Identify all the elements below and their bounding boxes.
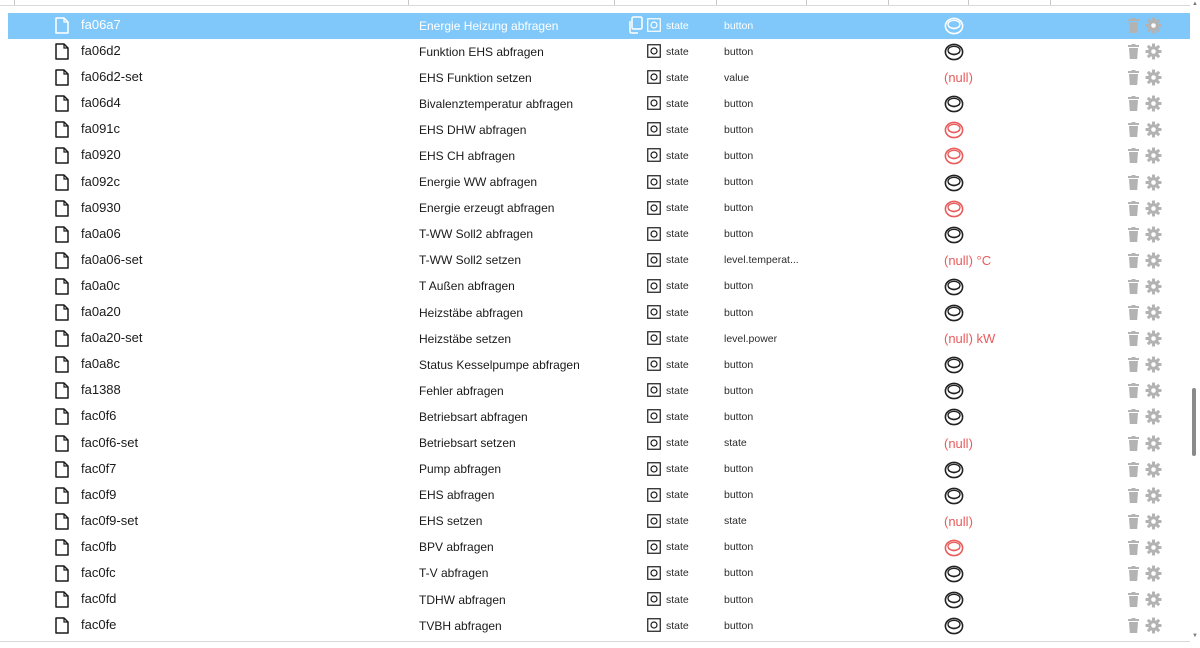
trash-icon[interactable] bbox=[1128, 618, 1139, 633]
trash-icon[interactable] bbox=[1128, 122, 1139, 137]
table-row[interactable] bbox=[8, 509, 1190, 535]
document-icon bbox=[55, 461, 69, 478]
object-role: button bbox=[724, 123, 754, 136]
gear-icon[interactable] bbox=[1145, 330, 1162, 347]
object-type: state bbox=[666, 541, 689, 554]
state-icon bbox=[647, 279, 661, 293]
trash-icon[interactable] bbox=[1128, 436, 1139, 451]
table-row[interactable] bbox=[8, 300, 1190, 326]
table-row[interactable] bbox=[8, 196, 1190, 222]
table-header-edge bbox=[0, 0, 1190, 6]
object-id: fa1388 bbox=[81, 382, 121, 398]
object-id: fa0930 bbox=[81, 199, 121, 215]
table-row[interactable] bbox=[8, 117, 1190, 143]
gear-icon[interactable] bbox=[1145, 278, 1162, 295]
document-icon bbox=[55, 539, 69, 556]
gear-icon[interactable] bbox=[1145, 461, 1162, 478]
gear-icon[interactable] bbox=[1145, 226, 1162, 243]
table-row[interactable] bbox=[8, 65, 1190, 91]
object-id: fac0f7 bbox=[81, 460, 117, 476]
state-icon bbox=[647, 148, 661, 162]
document-icon bbox=[55, 226, 69, 243]
object-id: fa0a20-set bbox=[81, 330, 143, 346]
object-name: TVBH abfragen bbox=[419, 618, 502, 633]
trash-icon[interactable] bbox=[1128, 70, 1139, 85]
object-role: button bbox=[724, 228, 754, 241]
document-icon bbox=[55, 278, 69, 295]
state-icon bbox=[647, 488, 661, 502]
object-type: state bbox=[666, 410, 689, 423]
document-icon bbox=[55, 95, 69, 112]
object-type: state bbox=[666, 149, 689, 162]
object-id: fa06d2 bbox=[81, 43, 121, 59]
object-role: button bbox=[724, 280, 754, 293]
state-icon bbox=[647, 201, 661, 215]
object-role: button bbox=[724, 489, 754, 502]
gear-icon[interactable] bbox=[1145, 69, 1162, 86]
state-icon bbox=[647, 305, 661, 319]
object-type: state bbox=[666, 71, 689, 84]
object-role: button bbox=[724, 149, 754, 162]
state-icon bbox=[647, 618, 661, 632]
state-icon bbox=[647, 357, 661, 371]
table-row[interactable] bbox=[8, 274, 1190, 300]
trash-icon[interactable] bbox=[1128, 201, 1139, 216]
document-icon bbox=[55, 356, 69, 373]
table-row[interactable] bbox=[8, 91, 1190, 117]
object-id: fa0a06-set bbox=[81, 251, 143, 267]
object-role: button bbox=[724, 19, 754, 32]
object-id: fa091c bbox=[81, 121, 121, 137]
object-name: T-WW Soll2 abfragen bbox=[419, 227, 534, 242]
push-button-icon[interactable] bbox=[944, 407, 964, 427]
value-text[interactable]: (null) bbox=[944, 70, 973, 86]
value-text[interactable]: (null) bbox=[944, 513, 973, 529]
table-row[interactable] bbox=[8, 587, 1190, 613]
object-role: button bbox=[724, 358, 754, 371]
gear-icon[interactable] bbox=[1145, 121, 1162, 138]
object-type: state bbox=[666, 384, 689, 397]
push-button-icon[interactable] bbox=[944, 94, 964, 114]
table-row[interactable] bbox=[8, 352, 1190, 378]
push-button-icon[interactable] bbox=[944, 564, 964, 584]
object-role: button bbox=[724, 384, 754, 397]
state-icon bbox=[647, 331, 661, 345]
value-text[interactable]: (null) kW bbox=[944, 331, 996, 347]
gear-icon[interactable] bbox=[1145, 591, 1162, 608]
copy-icon[interactable] bbox=[627, 16, 643, 34]
state-icon bbox=[647, 253, 661, 267]
object-name: Betriebsart abfragen bbox=[419, 409, 528, 424]
trash-icon[interactable] bbox=[1128, 227, 1139, 242]
object-name: TDHW abfragen bbox=[419, 592, 506, 607]
state-icon bbox=[647, 592, 661, 606]
object-role: button bbox=[724, 541, 754, 554]
object-role: button bbox=[724, 410, 754, 423]
object-type: state bbox=[666, 176, 689, 189]
table-row[interactable] bbox=[8, 535, 1190, 561]
object-type: state bbox=[666, 619, 689, 632]
object-name: T-V abfragen bbox=[419, 566, 489, 581]
object-role: button bbox=[724, 202, 754, 215]
trash-icon[interactable] bbox=[1128, 357, 1139, 372]
document-icon bbox=[55, 513, 69, 530]
state-icon bbox=[647, 70, 661, 84]
document-icon bbox=[55, 43, 69, 60]
object-role: value bbox=[724, 71, 750, 84]
object-type: state bbox=[666, 45, 689, 58]
gear-icon[interactable] bbox=[1145, 382, 1162, 399]
object-type: state bbox=[666, 332, 689, 345]
push-button-icon[interactable] bbox=[944, 381, 964, 401]
document-icon bbox=[55, 147, 69, 164]
state-icon bbox=[647, 96, 661, 110]
state-icon bbox=[647, 540, 661, 554]
object-id: fac0fc bbox=[81, 564, 116, 580]
trash-icon[interactable] bbox=[1128, 175, 1139, 190]
state-icon bbox=[647, 383, 661, 397]
object-id: fac0fd bbox=[81, 591, 117, 607]
state-icon bbox=[647, 175, 661, 189]
gear-icon[interactable] bbox=[1145, 304, 1162, 321]
object-id: fa06a7 bbox=[81, 17, 121, 32]
object-id: fa0920 bbox=[81, 147, 121, 163]
object-role: state bbox=[724, 437, 747, 449]
state-icon bbox=[647, 44, 661, 58]
trash-icon[interactable] bbox=[1128, 383, 1139, 398]
document-icon bbox=[55, 487, 69, 504]
trash-icon[interactable] bbox=[1128, 488, 1139, 503]
object-role: button bbox=[724, 593, 754, 606]
object-name: Heizstäbe setzen bbox=[419, 331, 512, 346]
object-role: button bbox=[724, 567, 754, 580]
push-button-icon[interactable] bbox=[944, 460, 964, 480]
push-button-icon[interactable] bbox=[944, 616, 964, 636]
object-role: level.power bbox=[724, 332, 778, 345]
object-type: state bbox=[666, 437, 689, 449]
trash-icon[interactable] bbox=[1128, 409, 1139, 424]
trash-icon[interactable] bbox=[1128, 540, 1139, 555]
gear-icon[interactable] bbox=[1145, 17, 1162, 34]
object-type: state bbox=[666, 228, 689, 241]
object-name: Betriebsart setzen bbox=[419, 436, 516, 450]
scrollbar-thumb[interactable] bbox=[1192, 388, 1196, 456]
object-role: button bbox=[724, 463, 754, 476]
gear-icon[interactable] bbox=[1145, 252, 1162, 269]
table-row[interactable] bbox=[8, 404, 1190, 430]
object-name: Status Kesselpumpe abfragen bbox=[419, 357, 580, 372]
object-name: T-WW Soll2 setzen bbox=[419, 253, 522, 268]
document-icon bbox=[55, 591, 69, 608]
table-row[interactable] bbox=[8, 483, 1190, 509]
document-icon bbox=[55, 304, 69, 321]
table-row[interactable] bbox=[8, 431, 1190, 457]
push-button-icon[interactable] bbox=[944, 590, 964, 610]
object-id: fa06d2-set bbox=[81, 69, 143, 85]
object-role: button bbox=[724, 619, 754, 632]
gear-icon[interactable] bbox=[1145, 617, 1162, 634]
trash-icon[interactable] bbox=[1128, 148, 1139, 163]
gear-icon[interactable] bbox=[1145, 565, 1162, 582]
object-type: state bbox=[666, 489, 689, 502]
gear-icon[interactable] bbox=[1145, 435, 1162, 452]
object-name: Pump abfragen bbox=[419, 462, 502, 477]
object-name: Fehler abfragen bbox=[419, 383, 504, 398]
object-type: state bbox=[666, 567, 689, 580]
object-name: T Außen abfragen bbox=[419, 279, 515, 294]
trash-icon[interactable] bbox=[1128, 253, 1139, 268]
trash-icon[interactable] bbox=[1128, 305, 1139, 320]
trash-icon[interactable] bbox=[1128, 566, 1139, 581]
document-icon bbox=[55, 408, 69, 425]
object-role: button bbox=[724, 176, 754, 189]
object-list bbox=[8, 13, 1190, 639]
table-row[interactable] bbox=[8, 378, 1190, 404]
document-icon bbox=[55, 435, 69, 452]
object-type: state bbox=[666, 463, 689, 476]
object-id: fac0f6-set bbox=[81, 434, 139, 450]
object-role: button bbox=[724, 306, 754, 319]
object-name: Funktion EHS abfragen bbox=[419, 44, 544, 59]
value-text[interactable]: (null) bbox=[944, 435, 973, 451]
object-type: state bbox=[666, 593, 689, 606]
state-icon bbox=[647, 566, 661, 580]
object-name: EHS setzen bbox=[419, 514, 483, 529]
trash-icon[interactable] bbox=[1128, 592, 1139, 607]
document-icon bbox=[55, 252, 69, 269]
object-role: level.temperat... bbox=[724, 254, 799, 267]
state-icon bbox=[647, 462, 661, 476]
table-row[interactable] bbox=[8, 222, 1190, 248]
document-icon bbox=[55, 382, 69, 399]
push-button-icon[interactable] bbox=[944, 277, 964, 297]
push-button-icon[interactable] bbox=[944, 225, 964, 245]
table-row[interactable] bbox=[8, 170, 1190, 196]
object-name: Energie Heizung abfragen bbox=[419, 18, 559, 33]
object-role: button bbox=[724, 97, 754, 110]
push-button-icon[interactable] bbox=[944, 42, 964, 62]
gear-icon[interactable] bbox=[1145, 147, 1162, 164]
trash-icon[interactable] bbox=[1128, 462, 1139, 477]
table-row[interactable] bbox=[8, 248, 1190, 274]
object-id: fa0a0c bbox=[81, 277, 121, 293]
object-name: EHS Funktion setzen bbox=[419, 70, 532, 85]
object-name: BPV abfragen bbox=[419, 540, 494, 555]
object-name: Energie erzeugt abfragen bbox=[419, 201, 555, 216]
object-name: Energie WW abfragen bbox=[419, 175, 538, 190]
value-text[interactable]: (null) °C bbox=[944, 252, 992, 268]
table-row[interactable] bbox=[8, 326, 1190, 352]
table-row[interactable] bbox=[8, 457, 1190, 483]
object-type: state bbox=[666, 202, 689, 215]
object-id: fa06d4 bbox=[81, 95, 121, 111]
object-type: state bbox=[666, 306, 689, 319]
object-name: Bivalenztemperatur abfragen bbox=[419, 96, 574, 111]
object-type: state bbox=[666, 254, 689, 267]
document-icon bbox=[55, 69, 69, 86]
object-type: state bbox=[666, 97, 689, 110]
document-icon bbox=[55, 174, 69, 191]
push-button-icon[interactable] bbox=[944, 355, 964, 375]
document-icon bbox=[55, 565, 69, 582]
table-row[interactable] bbox=[8, 39, 1190, 65]
trash-icon[interactable] bbox=[1128, 331, 1139, 346]
gear-icon[interactable] bbox=[1145, 43, 1162, 60]
object-id: fa0a20 bbox=[81, 304, 121, 320]
gear-icon[interactable] bbox=[1145, 513, 1162, 530]
scroll-up-arrow-icon[interactable]: ▲ bbox=[1192, 1, 1198, 7]
trash-icon[interactable] bbox=[1128, 279, 1139, 294]
document-icon bbox=[55, 200, 69, 217]
trash-icon[interactable] bbox=[1128, 514, 1139, 529]
object-type: state bbox=[666, 358, 689, 371]
gear-icon[interactable] bbox=[1145, 408, 1162, 425]
push-button-icon[interactable] bbox=[944, 120, 964, 140]
object-type: state bbox=[666, 19, 689, 32]
trash-icon[interactable] bbox=[1128, 18, 1139, 33]
object-type: state bbox=[666, 280, 689, 293]
push-button-icon[interactable] bbox=[944, 16, 964, 36]
state-icon bbox=[647, 18, 661, 32]
object-id: fa092c bbox=[81, 173, 121, 189]
state-icon bbox=[647, 122, 661, 136]
object-name: EHS CH abfragen bbox=[419, 148, 516, 163]
table-row[interactable] bbox=[8, 143, 1190, 169]
object-id: fac0f9 bbox=[81, 486, 117, 502]
object-name: Heizstäbe abfragen bbox=[419, 305, 524, 320]
trash-icon[interactable] bbox=[1128, 44, 1139, 59]
document-icon bbox=[55, 330, 69, 347]
object-id: fac0fb bbox=[81, 538, 117, 554]
object-name: EHS abfragen bbox=[419, 488, 495, 503]
push-button-icon[interactable] bbox=[944, 146, 964, 166]
object-id: fac0fe bbox=[81, 617, 117, 633]
object-id: fac0f9-set bbox=[81, 512, 139, 528]
table-row[interactable] bbox=[8, 613, 1190, 639]
trash-icon[interactable] bbox=[1128, 96, 1139, 111]
vertical-scrollbar[interactable] bbox=[1190, 0, 1200, 648]
push-button-icon[interactable] bbox=[944, 173, 964, 193]
scroll-down-arrow-icon[interactable]: ▼ bbox=[1192, 633, 1198, 639]
state-icon bbox=[647, 409, 661, 423]
push-button-icon[interactable] bbox=[944, 303, 964, 323]
state-icon bbox=[647, 436, 661, 450]
object-role: button bbox=[724, 45, 754, 58]
table-bottom-edge bbox=[0, 641, 1190, 642]
object-name: EHS DHW abfragen bbox=[419, 122, 527, 137]
table-row[interactable] bbox=[8, 561, 1190, 587]
gear-icon[interactable] bbox=[1145, 487, 1162, 504]
gear-icon[interactable] bbox=[1145, 200, 1162, 217]
object-id: fa0a8c bbox=[81, 356, 121, 372]
push-button-icon[interactable] bbox=[944, 538, 964, 558]
object-type: state bbox=[666, 123, 689, 136]
object-id: fac0f6 bbox=[81, 408, 117, 424]
gear-icon[interactable] bbox=[1145, 95, 1162, 112]
state-icon bbox=[647, 227, 661, 241]
gear-icon[interactable] bbox=[1145, 539, 1162, 556]
document-icon bbox=[55, 17, 69, 34]
gear-icon[interactable] bbox=[1145, 174, 1162, 191]
object-role: state bbox=[724, 515, 747, 528]
push-button-icon[interactable] bbox=[944, 199, 964, 219]
table-row[interactable] bbox=[8, 13, 1190, 39]
object-type: state bbox=[666, 515, 689, 528]
document-icon bbox=[55, 617, 69, 634]
push-button-icon[interactable] bbox=[944, 486, 964, 506]
state-icon bbox=[647, 514, 661, 528]
document-icon bbox=[55, 121, 69, 138]
gear-icon[interactable] bbox=[1145, 356, 1162, 373]
object-id: fa0a06 bbox=[81, 225, 121, 241]
